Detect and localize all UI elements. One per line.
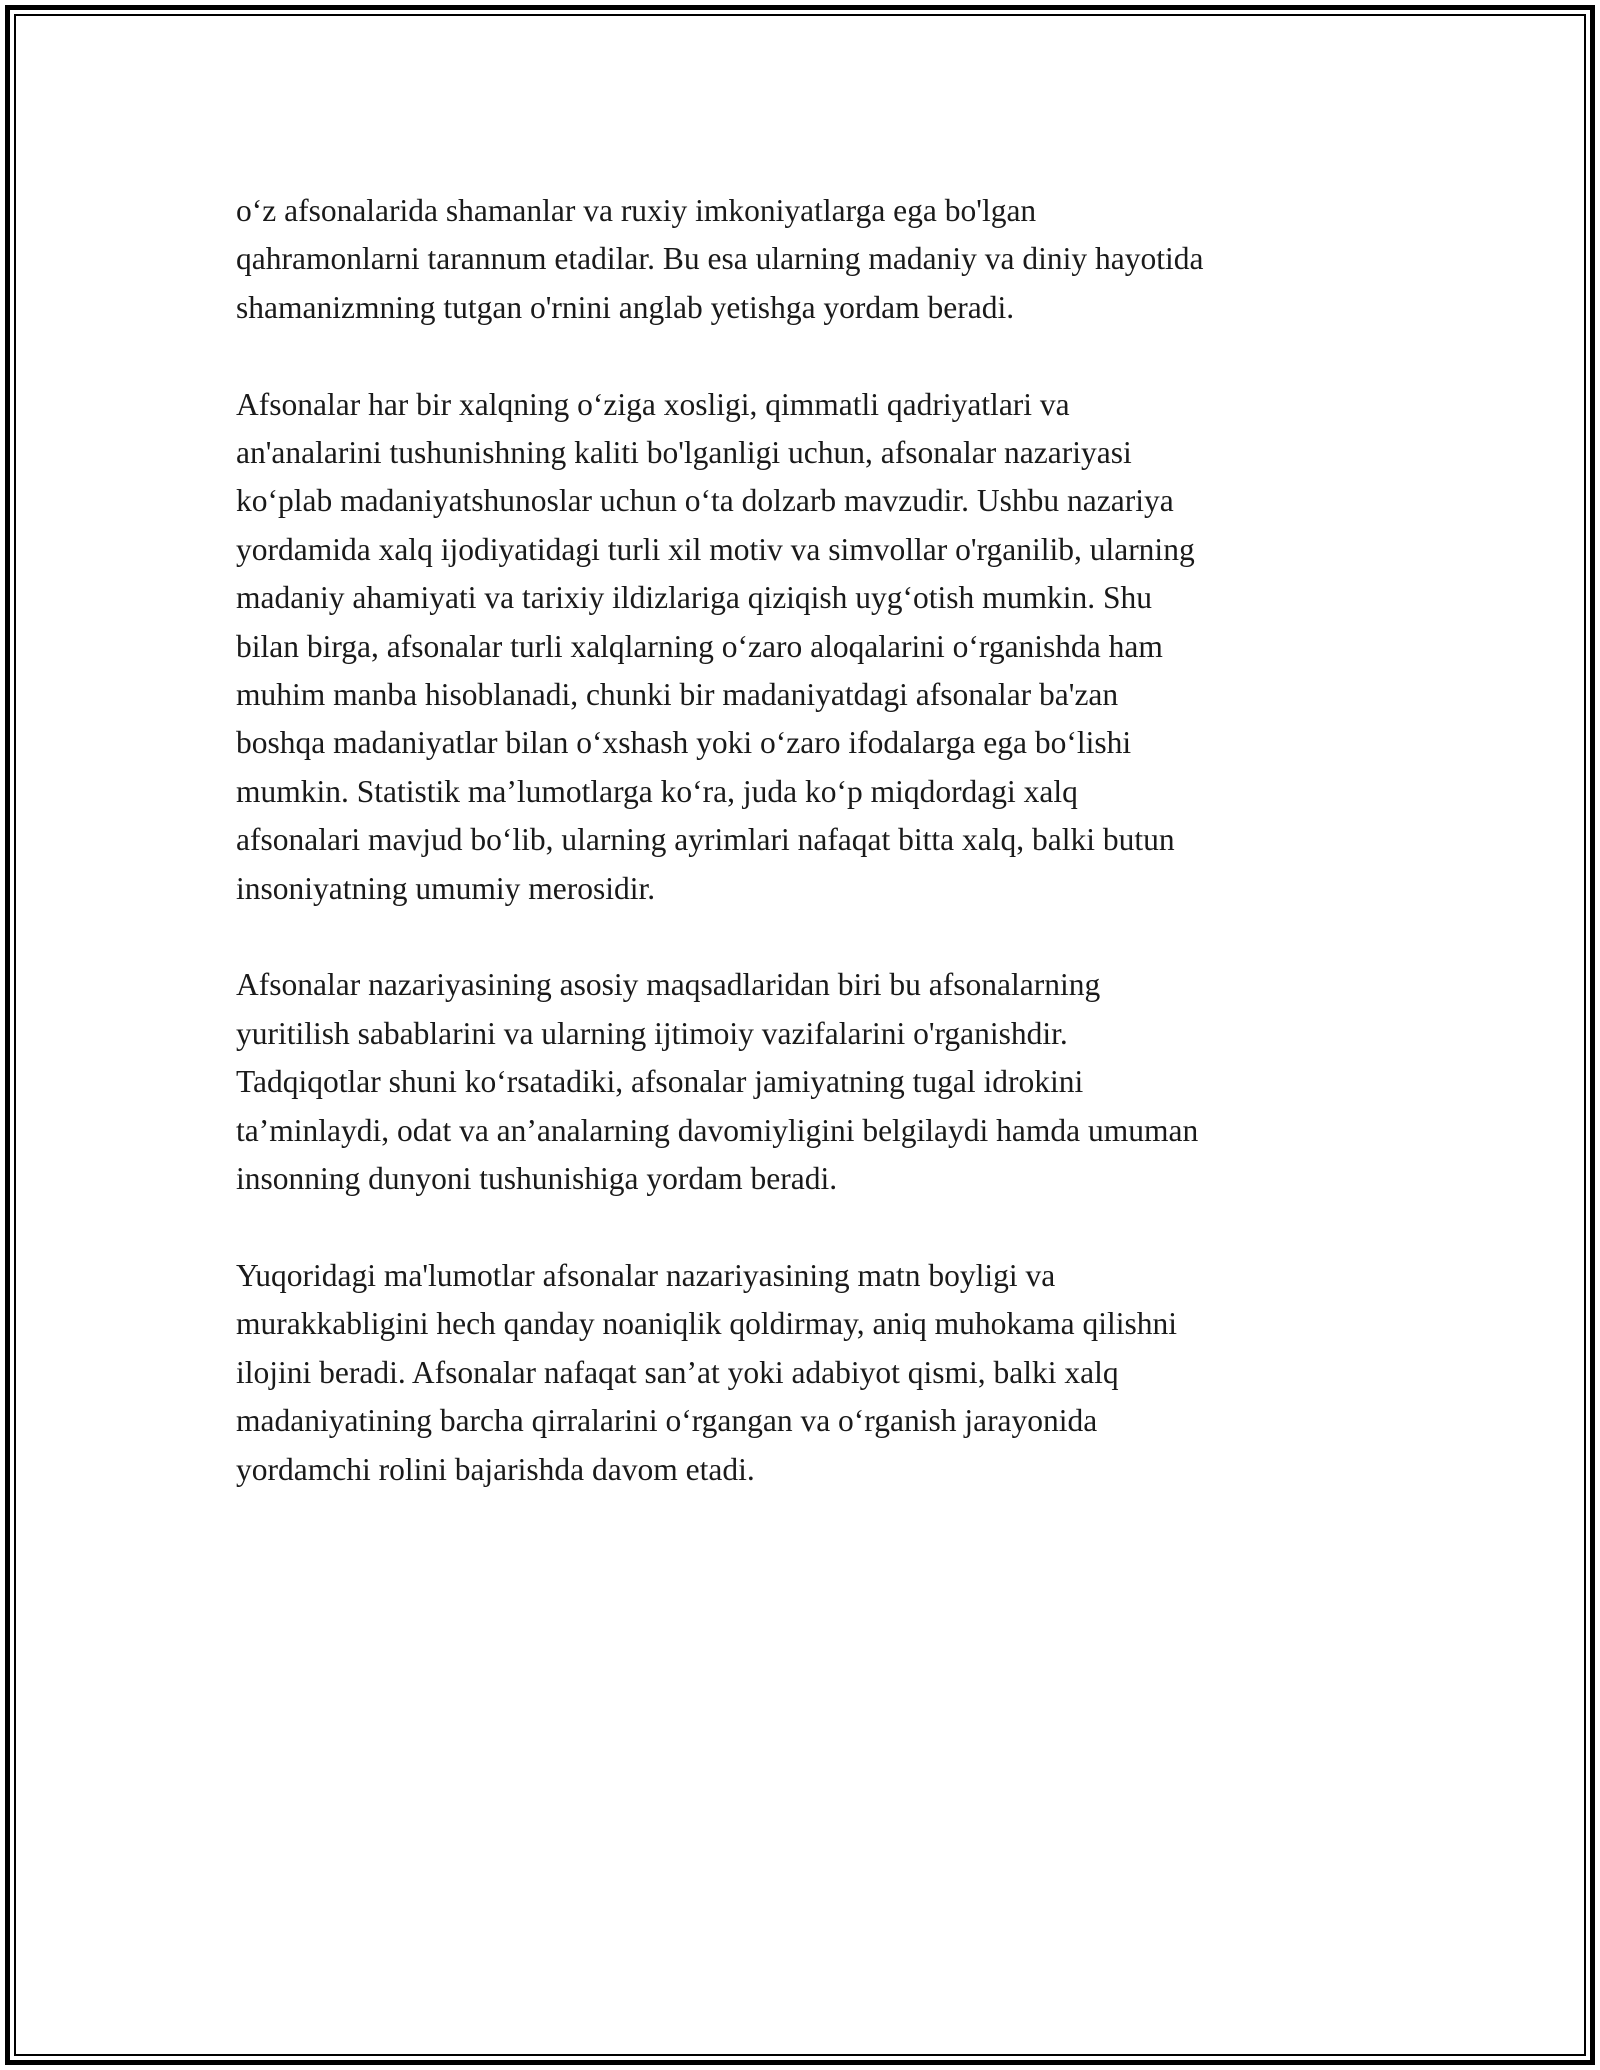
text-line: insoniyatning umumiy merosidir. [236, 870, 656, 906]
paragraph-2 [236, 381, 1376, 913]
text-line: yuritilish sabablarini va ularning ijtimoiy vazifalarini o'rganishdir. [236, 1015, 1068, 1051]
text-line: bilan birga, afsonalar turli xalqlarning o‘zaro aloqalarini o‘rganishda ham [236, 628, 1163, 664]
text-line: Yuqoridagi ma'lumotlar afsonalar nazariyasining matn boyligi va [236, 1257, 1056, 1293]
text-line: qahramonlarni tarannum etadilar. Bu esa ularning madaniy va diniy hayotida [236, 241, 1204, 277]
text-line: ilojini beradi. Afsonalar nafaqat san’at yoki adabiyot qismi, balki xalq [236, 1354, 1119, 1390]
text-line: insonning dunyoni tushunishiga yordam beradi. [236, 1161, 838, 1197]
text-line: mumkin. Statistik ma’lumotlarga ko‘ra, juda ko‘p miqdordagi xalq [236, 773, 1078, 809]
text-line: madaniyatining barcha qirralarini o‘rgangan va o‘rganish jarayonida [236, 1403, 1098, 1439]
text-line: Tadqiqotlar shuni ko‘rsatadiki, afsonalar jamiyatning tugal idrokini [236, 1064, 1084, 1100]
text-line: ko‘plab madaniyatshunoslar uchun o‘ta dolzarb mavzudir. Ushbu nazariya [236, 483, 1174, 519]
text-line: yordamchi rolini bajarishda davom etadi. [236, 1451, 755, 1487]
text-line: shamanizmning tutgan o'rnini anglab yetishga yordam beradi. [236, 289, 1015, 325]
paragraph-4 [236, 1252, 1376, 1494]
text-line: Afsonalar nazariyasining asosiy maqsadlaridan biri bu afsonalarning [236, 967, 1101, 1003]
text-line: muhim manba hisoblanadi, chunki bir madaniyatdagi afsonalar ba'zan [236, 677, 1119, 713]
paragraph-3 [236, 961, 1376, 1203]
text-line: Afsonalar har bir xalqning o‘ziga xosligi, qimmatli qadriyatlari va [236, 386, 1070, 422]
text-line: boshqa madaniyatlar bilan o‘xshash yoki o‘zaro ifodalarga ega bo‘lishi [236, 725, 1132, 761]
text-line: o‘z afsonalarida shamanlar va ruxiy imkoniyatlarga ega bo'lgan [236, 193, 1037, 228]
text-line: madaniy ahamiyati va tarixiy ildizlariga qiziqish uyg‘otish mumkin. Shu [236, 580, 1152, 616]
document-body [236, 187, 1376, 1542]
text-line: murakkabligini hech qanday noaniqlik qoldirmay, aniq muhokama qilishni [236, 1306, 1178, 1342]
text-line: yordamida xalq ijodiyatidagi turli xil motiv va simvollar o'rganilib, ularning [236, 531, 1195, 567]
text-line: ta’minlaydi, odat va an’analarning davomiyligini belgilaydi hamda umuman [236, 1112, 1199, 1148]
text-line: an'analarini tushunishning kaliti bo'lganligi uchun, afsonalar nazariyasi [236, 435, 1132, 471]
text-line: afsonalari mavjud bo‘lib, ularning ayrimlari nafaqat bitta xalq, balki butun [236, 822, 1175, 858]
paragraph-1 [236, 187, 1376, 332]
